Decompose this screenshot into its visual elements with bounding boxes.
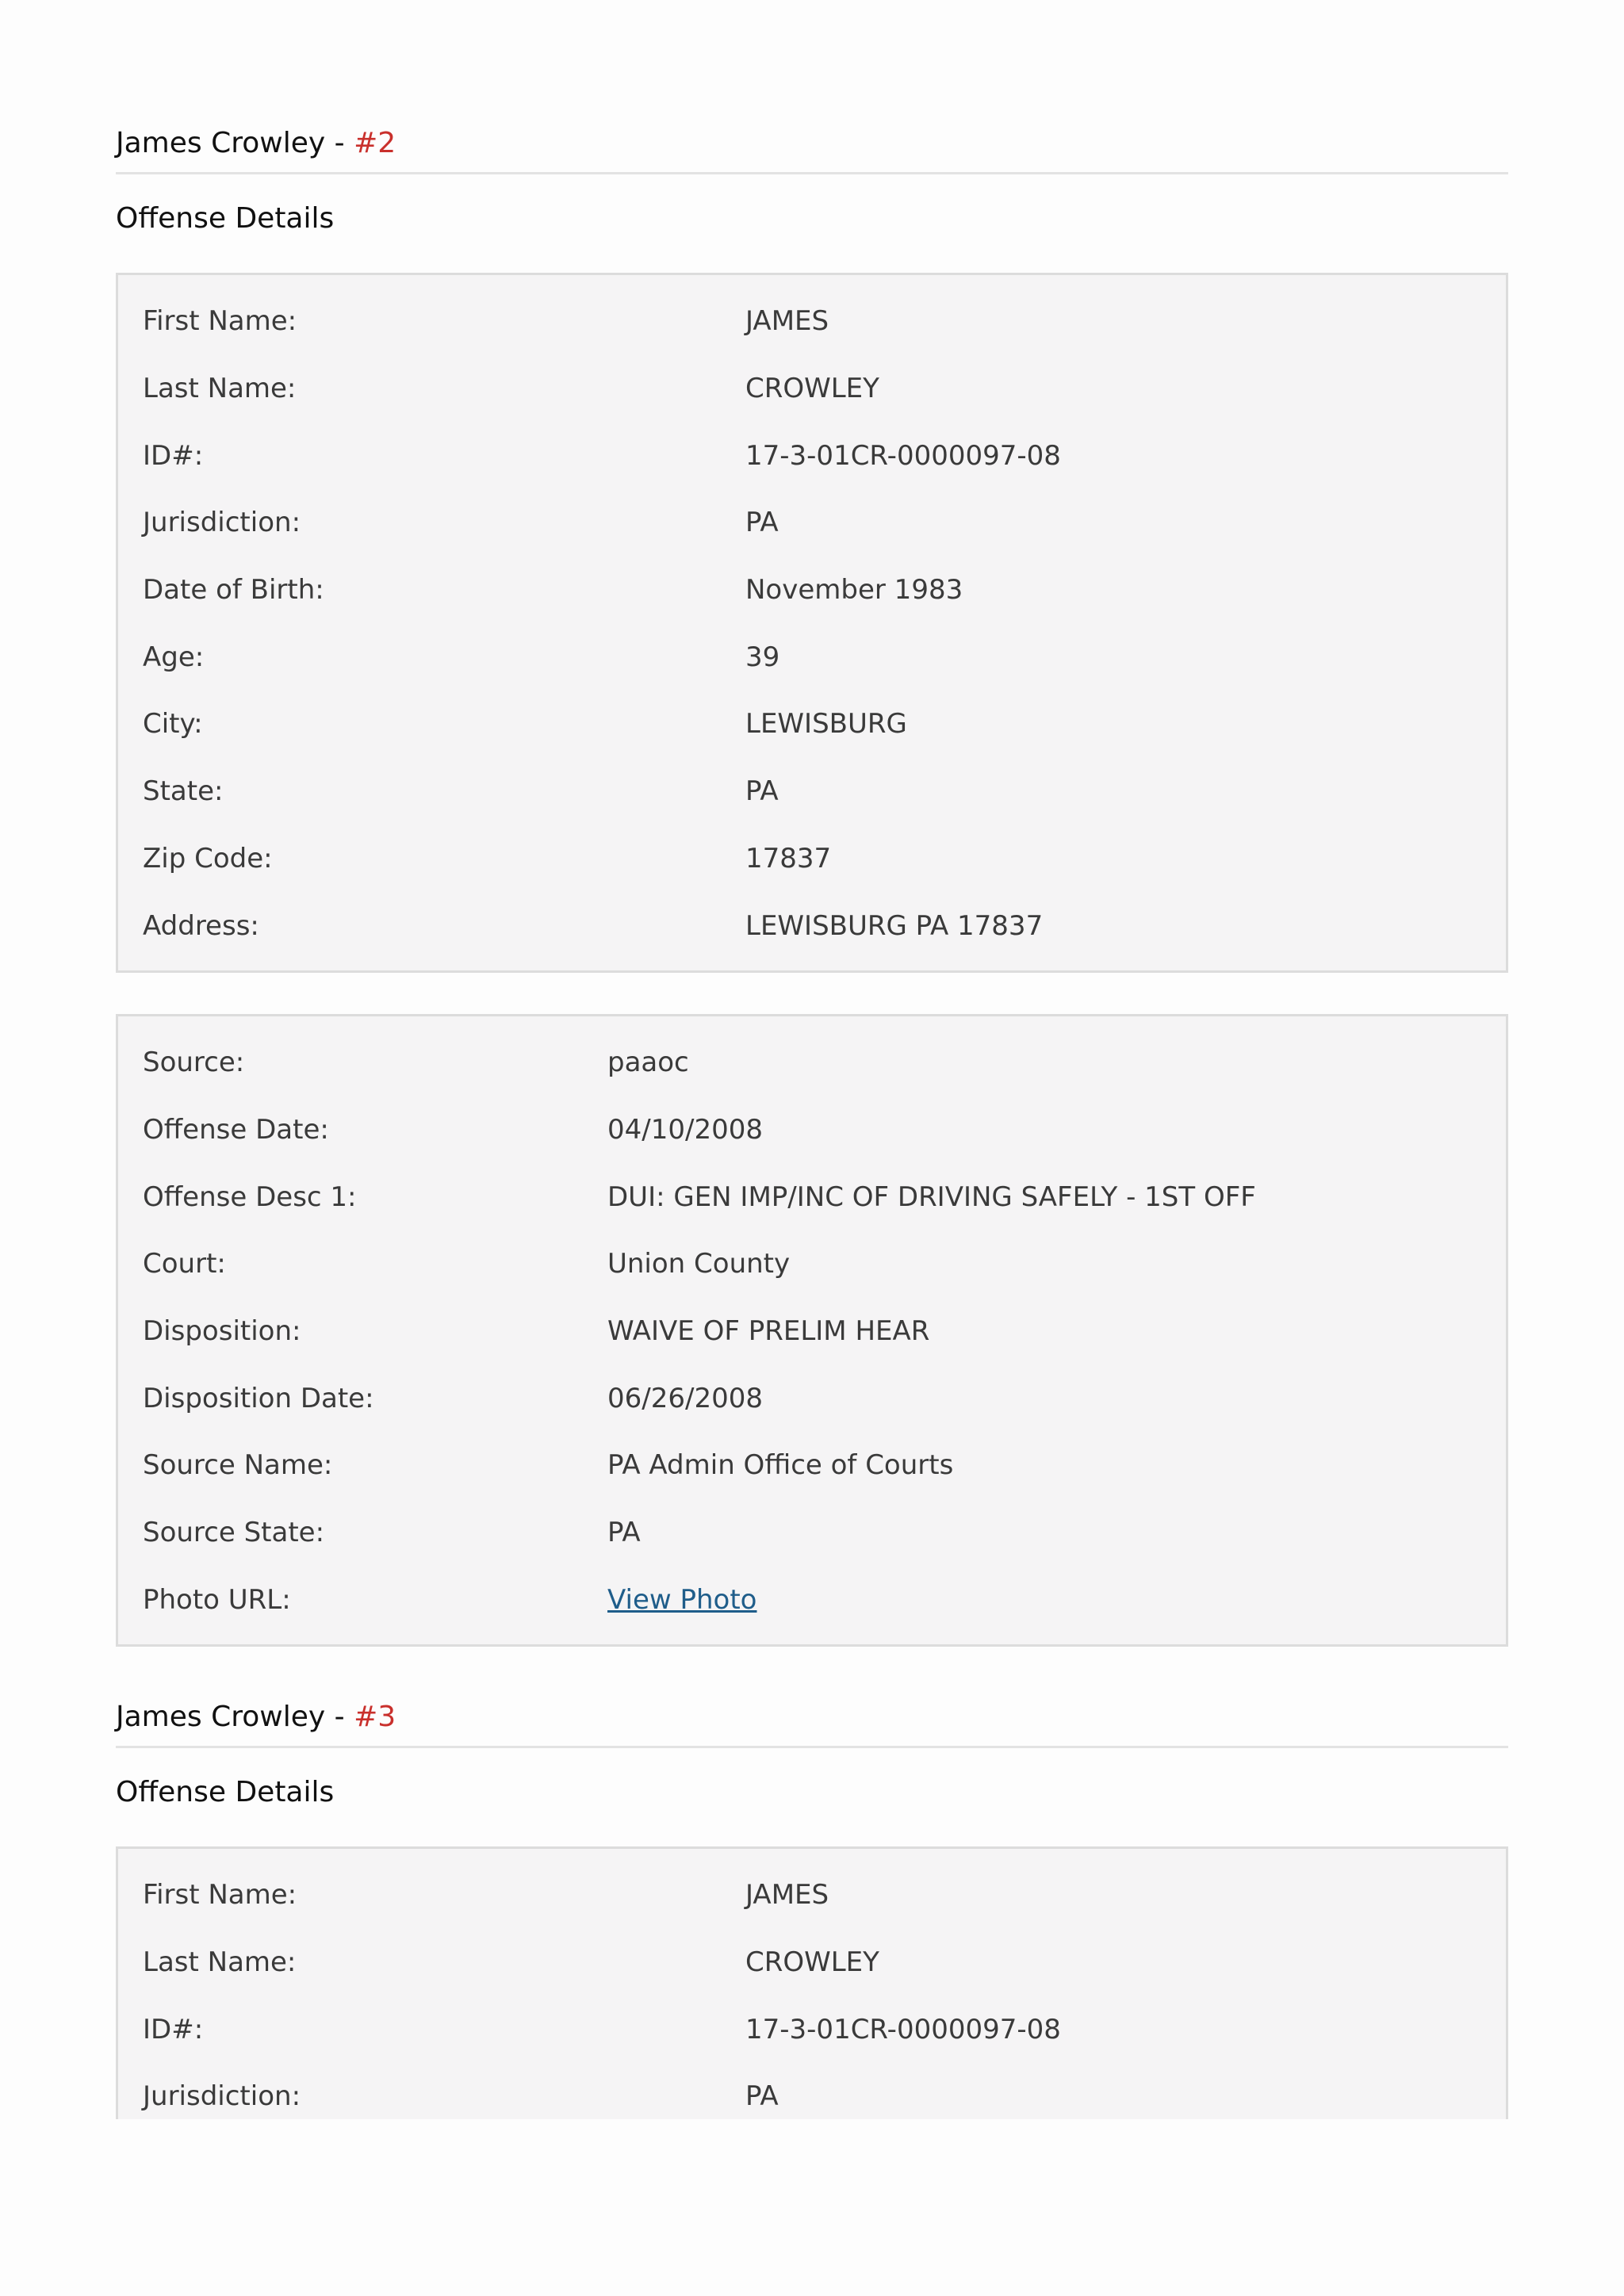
offense-row-offense-date <box>118 1096 1506 1164</box>
detail-label: Address: <box>143 909 259 942</box>
detail-row-zip-code <box>118 825 1506 893</box>
detail-row-last-name <box>118 355 1506 423</box>
offense-label: Source: <box>143 1047 245 1079</box>
detail-row-age <box>118 623 1506 691</box>
detail-value: 17837 <box>745 842 832 874</box>
record-separator: - <box>325 127 354 159</box>
detail-label: State: <box>143 775 224 808</box>
record-3 <box>116 1693 1508 2119</box>
detail-row-first-name <box>118 1862 1506 1929</box>
offense-label: Disposition: <box>143 1314 301 1347</box>
detail-value: PA <box>745 507 779 539</box>
offense-value: paaoc <box>607 1047 689 1079</box>
detail-value: 39 <box>745 641 780 673</box>
record-header <box>116 1693 1508 1748</box>
offense-row-source-name <box>118 1432 1506 1499</box>
detail-label: Last Name: <box>143 1946 297 1979</box>
detail-value: CROWLEY <box>745 1946 879 1979</box>
offense-row-disposition-date <box>118 1364 1506 1432</box>
detail-label: Zip Code: <box>143 842 273 874</box>
detail-row-jurisdiction <box>118 489 1506 557</box>
offense-row-disposition <box>118 1298 1506 1365</box>
offense-label: Offense Desc 1: <box>143 1181 357 1213</box>
detail-label: First Name: <box>143 305 297 338</box>
detail-value: JAMES <box>745 1879 829 1911</box>
record-separator: - <box>325 1701 354 1734</box>
offense-label: Source Name: <box>143 1449 333 1482</box>
detail-value: 17-3-01CR-0000097-08 <box>745 439 1061 472</box>
person-details-panel <box>116 273 1508 973</box>
offense-row-court <box>118 1230 1506 1298</box>
detail-row-jurisdiction <box>118 2063 1506 2119</box>
offense-label: Photo URL: <box>143 1583 291 1616</box>
offense-row-photo-url <box>118 1566 1506 1633</box>
section-title: Offense Details <box>116 202 335 235</box>
detail-label: ID#: <box>143 2013 204 2045</box>
person-details-panel <box>116 1846 1508 2119</box>
record-name: James Crowley <box>116 127 326 159</box>
detail-row-address <box>118 892 1506 959</box>
record-spacer <box>116 1647 1508 1693</box>
offense-row-source <box>118 1029 1506 1096</box>
offense-value: 04/10/2008 <box>607 1113 763 1146</box>
detail-value: November 1983 <box>745 574 963 607</box>
detail-row-first-name <box>118 288 1506 355</box>
detail-label: Last Name: <box>143 373 297 405</box>
detail-row-state <box>118 758 1506 825</box>
detail-value: JAMES <box>745 305 829 338</box>
detail-value: 17-3-01CR-0000097-08 <box>745 2013 1061 2045</box>
report-page <box>116 119 1508 2119</box>
offense-row-source-state <box>118 1499 1506 1567</box>
detail-row-id <box>118 422 1506 489</box>
detail-row-date-of-birth <box>118 557 1506 624</box>
offense-label: Offense Date: <box>143 1113 329 1146</box>
record-name: James Crowley <box>116 1701 326 1734</box>
offense-details-panel <box>116 1014 1508 1647</box>
offense-value: PA Admin Office of Courts <box>607 1449 954 1482</box>
record-header <box>116 119 1508 174</box>
detail-row-city <box>118 691 1506 758</box>
section-title: Offense Details <box>116 1776 335 1809</box>
detail-label: Jurisdiction: <box>143 507 301 539</box>
offense-value: Union County <box>607 1248 791 1280</box>
detail-value: PA <box>745 775 779 808</box>
detail-row-last-name <box>118 1929 1506 1996</box>
detail-label: City: <box>143 708 203 740</box>
detail-label: ID#: <box>143 439 204 472</box>
detail-value: CROWLEY <box>745 373 879 405</box>
detail-label: Jurisdiction: <box>143 2080 301 2113</box>
detail-label: First Name: <box>143 1879 297 1911</box>
detail-label: Date of Birth: <box>143 574 324 607</box>
detail-value: LEWISBURG <box>745 708 907 740</box>
record-2 <box>116 119 1508 1647</box>
record-number: #2 <box>354 127 396 159</box>
view-photo-link[interactable]: View Photo <box>607 1583 757 1616</box>
record-number: #3 <box>354 1701 396 1734</box>
detail-row-id <box>118 1996 1506 2063</box>
detail-value: PA <box>745 2080 779 2113</box>
offense-value: WAIVE OF PRELIM HEAR <box>607 1314 930 1347</box>
offense-label: Source State: <box>143 1517 325 1549</box>
offense-value: 06/26/2008 <box>607 1382 763 1414</box>
offense-label: Court: <box>143 1248 226 1280</box>
offense-row-offense-desc <box>118 1163 1506 1230</box>
offense-value: DUI: GEN IMP/INC OF DRIVING SAFELY - 1ST OFF <box>607 1181 1256 1213</box>
offense-value: PA <box>607 1517 641 1549</box>
detail-label: Age: <box>143 641 205 673</box>
offense-label: Disposition Date: <box>143 1382 374 1414</box>
detail-value: LEWISBURG PA 17837 <box>745 909 1044 942</box>
